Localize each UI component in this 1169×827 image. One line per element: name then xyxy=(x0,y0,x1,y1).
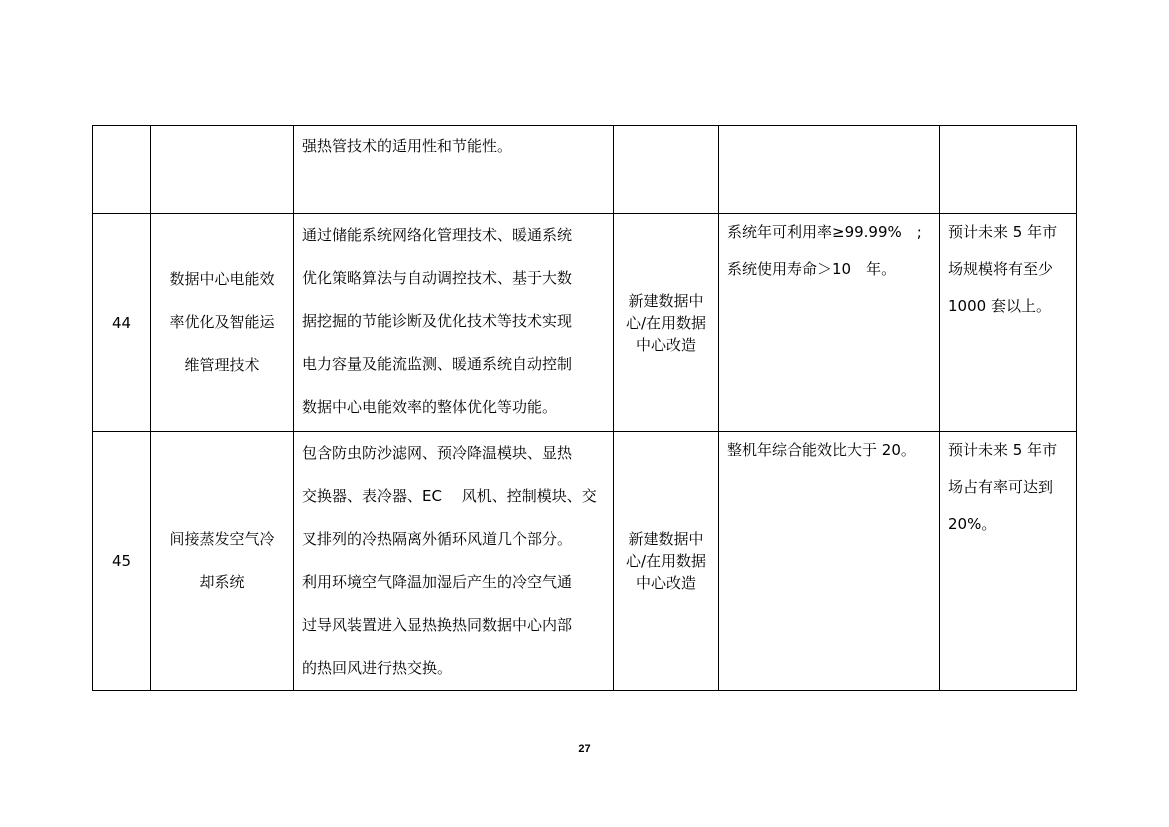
name-line: 间接蒸发空气冷 xyxy=(169,530,275,548)
description-line: 包含防虫防沙滤网、预冷降温模块、显热 xyxy=(302,444,573,462)
cell-index xyxy=(719,214,940,432)
market-line: 场规模将有至少 xyxy=(948,260,1054,278)
description-line: 过导风装置进入显热换热同数据中心内部 xyxy=(302,616,573,634)
description-line: 通过储能系统网络化管理技术、暖通系统 xyxy=(302,226,573,244)
description-line: 优化策略算法与自动调控技术、基于大数 xyxy=(302,269,573,287)
row-number: 45 xyxy=(111,552,132,570)
description-line: 交换器、表冷器、EC 风机、控制模块、交 xyxy=(302,487,597,505)
scope-line: 新建数据中 xyxy=(628,530,704,548)
scope-line: 新建数据中 xyxy=(628,291,704,310)
scope-line: 心/在用数据 xyxy=(625,313,707,332)
scope-line: 中心改造 xyxy=(635,335,696,354)
cell-name-empty xyxy=(151,126,294,214)
description-line: 强热管技术的适用性和节能性。 xyxy=(302,137,513,155)
index-line: 系统年可利用率≥99.99% ; xyxy=(727,223,922,241)
market-line: 预计未来 5 年市 xyxy=(948,441,1058,459)
cell-market-empty xyxy=(940,126,1077,214)
cell-number xyxy=(93,214,151,432)
scope-line: 中心改造 xyxy=(635,574,696,592)
cell-index-empty xyxy=(719,126,940,214)
name-line: 数据中心电能效 xyxy=(169,270,275,288)
name-line: 率优化及智能运 xyxy=(169,313,275,331)
name-line: 却系统 xyxy=(199,573,245,591)
market-line: 预计未来 5 年市 xyxy=(948,223,1058,241)
page-number: 27 xyxy=(578,743,591,755)
technology-table xyxy=(92,125,1077,691)
name-line: 维管理技术 xyxy=(184,356,260,374)
cell-scope-empty xyxy=(614,126,719,214)
cell-scope xyxy=(614,214,719,432)
description-line: 数据中心电能效率的整体优化等功能。 xyxy=(302,398,558,416)
index-line: 整机年综合能效比大于 20。 xyxy=(727,441,916,459)
description-line: 电力容量及能流监测、暖通系统自动控制 xyxy=(302,355,573,373)
cell-market xyxy=(940,432,1077,691)
table-row xyxy=(93,432,1077,691)
table-row xyxy=(93,214,1077,432)
cell-number-empty xyxy=(93,126,151,214)
cell-market xyxy=(940,214,1077,432)
description-line: 据挖掘的节能诊断及优化技术等技术实现 xyxy=(302,312,573,330)
description-line: 的热回风进行热交换。 xyxy=(302,659,453,677)
cell-description xyxy=(294,432,614,691)
description-line: 叉排列的冷热隔离外循环风道几个部分。 xyxy=(302,530,573,548)
cell-number xyxy=(93,432,151,691)
cell-description xyxy=(294,126,614,214)
cell-name xyxy=(151,214,294,432)
scope-line: 心/在用数据 xyxy=(625,552,707,570)
index-line: 系统使用寿命＞10 年。 xyxy=(727,260,897,278)
row-number: 44 xyxy=(111,313,132,332)
market-line: 1000 套以上。 xyxy=(948,297,1051,315)
table-row-continuation xyxy=(93,126,1077,214)
description-line: 利用环境空气降温加湿后产生的冷空气通 xyxy=(302,573,573,591)
cell-name xyxy=(151,432,294,691)
cell-index xyxy=(719,432,940,691)
market-line: 20%。 xyxy=(948,515,997,533)
cell-scope xyxy=(614,432,719,691)
market-line: 场占有率可达到 xyxy=(948,478,1054,496)
cell-description xyxy=(294,214,614,432)
